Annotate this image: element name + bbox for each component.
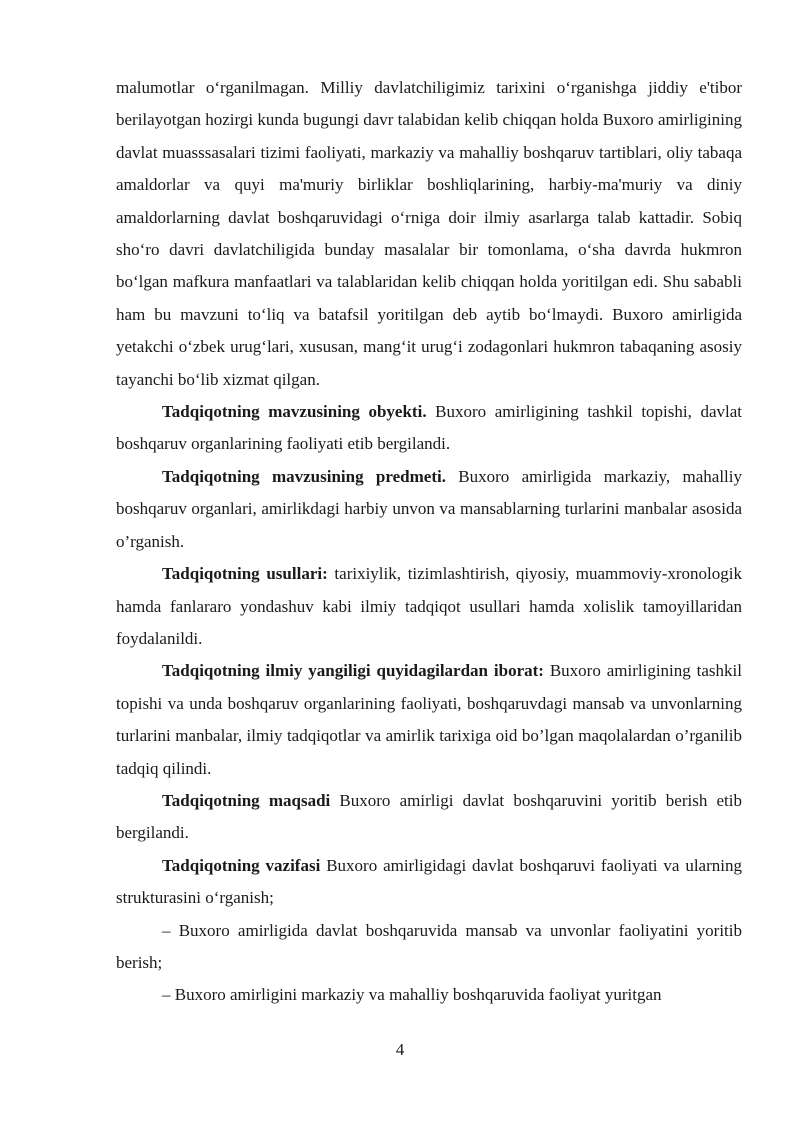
paragraph-novelty [116, 655, 742, 785]
paragraph-text: tarixiylik, tizimlashtirish, qiyosiy, muammoviy-xronologik hamda fanlararo yondashuv kabi ilmiy tadqiqot usullari hamda xolislik tamoyillaridan foydalanildi. [116, 564, 742, 648]
paragraph-heading: Tadqiqotning mavzusining obyekti. [162, 402, 427, 422]
paragraph-heading: Tadqiqotning usullari: [162, 564, 328, 584]
list-item: – Buxoro amirligini markaziy va mahalliy boshqaruvida faoliyat yuritgan [162, 985, 662, 1005]
paragraph-methods [116, 558, 742, 655]
paragraph-task [116, 850, 742, 915]
page-number: 4 [395, 1040, 405, 1059]
paragraph-text: Buxoro amirligining tashkil topishi va unda boshqaruv organlarining faoliyati, boshqaruvdagi mansab va unvonlarning turlarini manbalar, ilmiy tadqiqotlar va amirlik tarixiga oid bo’lgan maqolalardan o’rganilib tadqiq qilindi. [116, 661, 742, 778]
paragraph-text: Buxoro amirligi davlat boshqaruvini yoritib berish etib bergilandi. [116, 790, 742, 843]
paragraph-heading: Tadqiqotning maqsadi [162, 790, 331, 810]
body-text [116, 72, 742, 1012]
paragraph-goal [116, 785, 742, 850]
paragraph-subject [116, 461, 742, 558]
list-item: – Buxoro amirligida davlat boshqaruvida mansab va unvonlar faoliyatini yoritib berish; [116, 920, 742, 972]
paragraph-heading: Tadqiqotning vazifasi [162, 855, 321, 875]
paragraph-object [116, 396, 742, 461]
paragraph-heading: Tadqiqotning ilmiy yangiligi quyidagilardan iborat: [162, 661, 544, 681]
paragraph-heading: Tadqiqotning mavzusining predmeti. [162, 466, 446, 486]
paragraph-text: Buxoro amirligining tashkil topishi, davlat boshqaruv organlarining faoliyati etib bergilandi. [116, 402, 742, 454]
paragraph-intro: malumotlar o‘rganilmagan. Milliy davlatchiligimiz tarixini o‘rganishga jiddiy e'tibor berilayotgan hozirgi kunda bugungi davr talabidan kelib chiqqan holda Buxoro amirligining davlat muasssasalari tizimi faoliyati, markaziy va mahalliy boshqaruv tartiblari, oliy tabaqa amaldorlar va quyi ma'muriy birliklar boshliqlarining, harbiy-ma'muriy va diniy amaldorlarning davlat boshqaruvidagi o‘rniga doir ilmiy asarlarga talab kattadir. Sobiq sho‘ro davri davlatchiligida bunday masalalar bir tomonlama, o‘sha davrda hukmron bo‘lgan mafkura manfaatlari va talablaridan kelib chiqqan holda yoritilgan edi. Shu sababli ham bu mavzuni to‘liq va batafsil yoritilgan deb aytib bo‘lmaydi. Buxoro amirligida yetakchi o‘zbek urug‘lari, xususan, mang‘it urug‘i zodagonlari hukmron tabaqaning asosiy tayanchi bo‘lib xizmat qilgan. [116, 78, 742, 389]
paragraph-text: Buxoro amirligidagi davlat boshqaruvi faoliyati va ularning strukturasini o‘rganish; [116, 855, 742, 908]
paragraph-text: Buxoro amirligida markaziy, mahalliy boshqaruv organlari, amirlikdagi harbiy unvon va mansablarning turlarini manbalar asosida o’rganish. [116, 466, 742, 551]
